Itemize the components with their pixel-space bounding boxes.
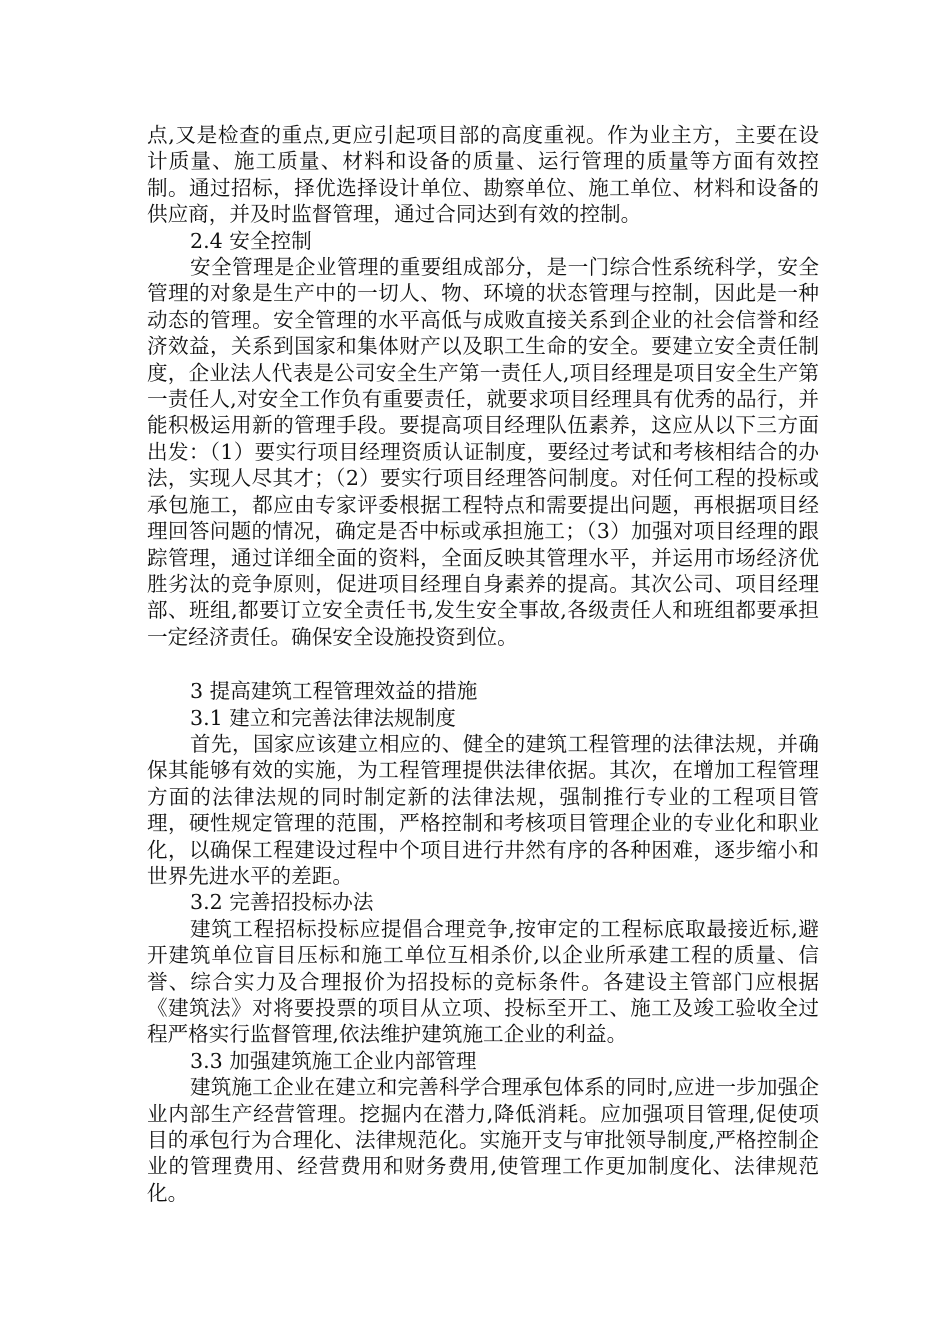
section-2-4-paragraph: 安全管理是企业管理的重要组成部分，是一门综合性系统科学，安全管理的对象是生产中的一切人、物、环境的状态管理与控制，因此是一种动态的管理。安全管理的水平高低与成败直接关系到企业的社会信誉和经济效益，关系到国家和集体财产以及职工生命的安全。要建立安全责任制度，企业法人代表是公司安全生产第一责任人,项目经理是项目安全生产第一责任人,对安全工作负有重要责任，就要求项目经理具有优秀的品行，并能积极运用新的管理手段。要提高项目经理队伍素养，这应从以下三方面出发：（1）要实行项目经理资质认证制度，要经过考试和考核相结合的办法，实现人尽其才；（2）要实行项目经理答问制度。对任何工程的投标或承包施工，都应由专家评委根据工程特点和需要提出问题，再根据项目经理回答问题的情况，确定是否中标或承担施工；（3）加强对项目经理的跟踪管理，通过详细全面的资料，全面反映其管理水平，并运用市场经济优胜劣汰的竞争原则，促进项目经理自身素养的提高。其次公司、项目经理部、班组,都要订立安全责任书,发生安全事故,各级责任人和班组都要承担一定经济责任。确保安全设施投资到位。	[147, 255, 819, 649]
section-3-1-heading: 3.1 建立和完善法律法规制度	[190, 705, 456, 730]
section-3-heading: 3 提高建筑工程管理效益的措施	[190, 679, 478, 704]
section-3-3-paragraph: 建筑施工企业在建立和完善科学合理承包体系的同时,应进一步加强企业内部生产经营管理。挖掘内在潜力,降低消耗。应加强项目管理,促使项目的承包行为合理化、法律规范化。实施开支与审批领导制度,严格控制企业的管理费用、经营费用和财务费用,使管理工作更加制度化、法律规范化。	[147, 1075, 819, 1205]
section-3-3-heading: 3.3 加强建筑施工企业内部管理	[190, 1048, 477, 1073]
document-page	[147, 122, 819, 1206]
section-3-1-paragraph: 首先，国家应该建立相应的、健全的建筑工程管理的法律法规，并确保其能够有效的实施，为工程管理提供法律依据。其次，在增加工程管理方面的法律法规的同时制定新的法律法规，强制推行专业的工程项目管理，硬性规定管理的范围，严格控制和考核项目管理企业的专业化和职业化，以确保工程建设过程中个项目进行井然有序的各种困难，逐步缩小和世界先进水平的差距。	[147, 731, 819, 888]
section-3-2-heading: 3.2 完善招投标办法	[190, 890, 374, 915]
section-divider-space	[147, 650, 819, 678]
intro-paragraph: 点,又是检查的重点,更应引起项目部的高度重视。作为业主方，主要在设计质量、施工质量、材料和设备的质量、运行管理的质量等方面有效控制。通过招标，择优选择设计单位、勘察单位、施工单位、材料和设备的供应商，并及时监督管理，通过合同达到有效的控制。	[147, 123, 819, 227]
section-3-2-paragraph: 建筑工程招标投标应提倡合理竞争,按审定的工程标底取最接近标,避开建筑单位盲目压标和施工单位互相杀价,以企业所承建工程的质量、信誉、综合实力及合理报价为招投标的竞标条件。各建设主管部门应根据《建筑法》对将要投票的项目从立项、投标至开工、施工及竣工验收全过程严格实行监督管理,依法维护建筑施工企业的利益。	[147, 916, 819, 1047]
section-2-4-heading: 2.4 安全控制	[190, 228, 312, 253]
